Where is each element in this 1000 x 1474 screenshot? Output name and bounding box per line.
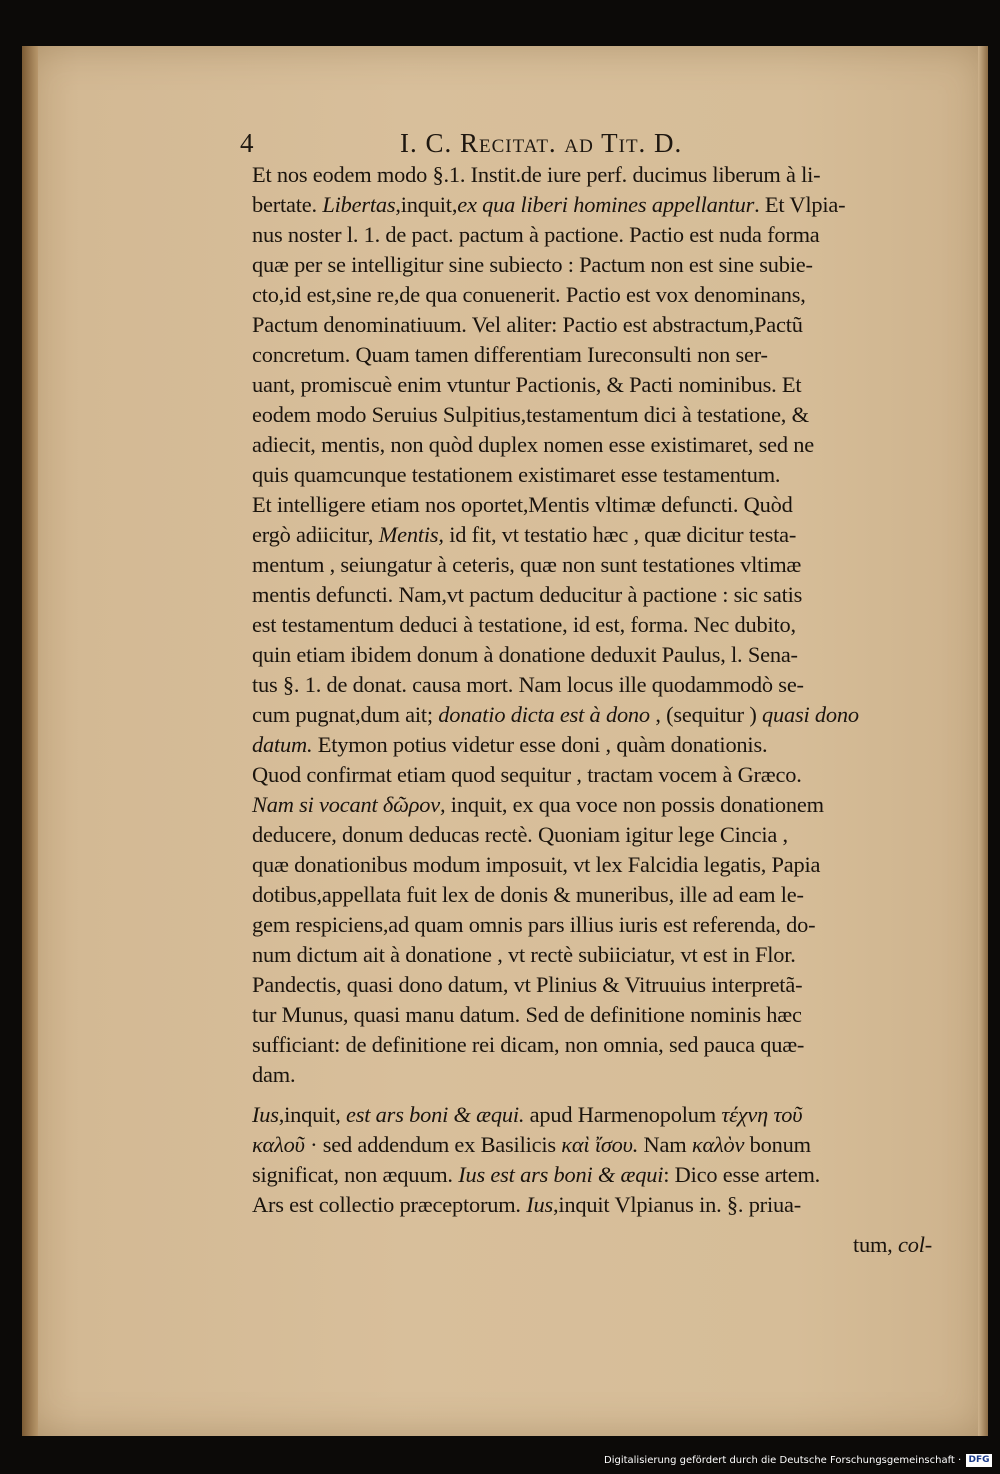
text-segment: bonum xyxy=(744,1132,811,1157)
text-segment: deducere, donum deducas rectè. Quoniam igitur lege Cincia , xyxy=(252,822,788,847)
page-fore-edge xyxy=(978,46,988,1436)
text-segment: quin etiam ibidem donum à donatione deduxit Paulus, l. Sena- xyxy=(252,642,798,667)
text-segment: quæ per se intelligitur sine subiecto : Pactum non est sine subie- xyxy=(252,252,813,277)
text-line xyxy=(853,1230,932,1260)
text-line xyxy=(252,400,809,430)
text-line xyxy=(252,1060,295,1090)
text-line xyxy=(252,910,815,940)
text-line xyxy=(252,1160,820,1190)
text-segment: Nam xyxy=(638,1132,692,1157)
text-line xyxy=(252,790,824,820)
text-segment: num dictum ait à donatione , vt rectè subiiciatur, vt est in Flor. xyxy=(252,942,796,967)
text-line xyxy=(252,760,802,790)
text-segment: Etymon potius videtur esse doni , quàm donationis. xyxy=(312,732,768,757)
text-line xyxy=(252,280,806,310)
italic-segment: καλὸν xyxy=(691,1132,745,1157)
text-segment: eodem modo Seruius Sulpitius,testamentum dici à testatione, & xyxy=(252,402,809,427)
italic-segment: ex qua liberi homines appellantur xyxy=(457,192,755,217)
text-line xyxy=(252,160,820,190)
text-segment: ,inquit Vlpianus in. §. priua- xyxy=(553,1192,801,1217)
text-line xyxy=(252,460,780,490)
italic-segment: Ius est ars boni & æqui xyxy=(458,1162,664,1187)
text-line xyxy=(252,1000,802,1030)
text-segment: ,inquit, xyxy=(395,192,458,217)
text-segment: Pactum denominatiuum. Vel aliter: Pactio est abstractum,Pactũ xyxy=(252,312,803,337)
text-segment: dam. xyxy=(252,1062,296,1087)
text-segment: gem respiciens,ad quam omnis pars illius iuris est referenda, do- xyxy=(252,912,816,937)
text-line xyxy=(252,250,813,280)
text-line xyxy=(252,1100,802,1130)
text-segment: Quod confirmat etiam quod sequitur , tractam vocem à Græco. xyxy=(252,762,802,787)
text-segment: Ars est collectio præceptorum. xyxy=(252,1192,527,1217)
text-segment: tum, xyxy=(852,1232,898,1257)
text-line xyxy=(252,670,804,700)
italic-segment: datum. xyxy=(252,732,313,757)
text-line xyxy=(252,580,802,610)
text-line xyxy=(252,610,796,640)
text-segment: dotibus,appellata fuit lex de donis & muneribus, ille ad eam le- xyxy=(252,882,804,907)
text-segment: sufficiant: de definitione rei dicam, non omnia, sed pauca quæ- xyxy=(252,1032,805,1057)
italic-segment: Libertas xyxy=(322,192,396,217)
text-line xyxy=(252,430,814,460)
italic-segment: donatio dicta est à dono xyxy=(438,702,650,727)
running-head: I. C. Recitat. ad Tit. D. xyxy=(400,128,683,158)
text-line xyxy=(252,370,801,400)
text-segment: Et nos eodem modo §.1. Instit.de iure perf. ducimus liberum à li- xyxy=(252,162,821,187)
text-line xyxy=(252,970,802,1000)
page-number: 4 xyxy=(240,128,254,158)
text-line xyxy=(252,340,768,370)
text-segment: inquit, ex qua voce non possis donationem xyxy=(445,792,824,817)
text-line xyxy=(252,880,804,910)
text-segment: mentum , seiungatur à ceteris, quæ non sunt testationes vltimæ xyxy=(252,552,802,577)
italic-segment: Ius xyxy=(252,1102,279,1127)
text-line xyxy=(252,1030,804,1060)
italic-segment: col- xyxy=(897,1232,932,1257)
text-segment: significat, non æquum. xyxy=(252,1162,459,1187)
text-line xyxy=(252,820,788,850)
footer-credit: Digitalisierung gefördert durch die Deutsche Forschungsgemeinschaft · xyxy=(604,1455,962,1466)
text-line xyxy=(252,520,796,550)
text-segment: nus noster l. 1. de pact. pactum à pactione. Pactio est nuda forma xyxy=(252,222,820,247)
text-line xyxy=(252,850,820,880)
text-segment: ergò adiicitur, xyxy=(252,522,379,547)
text-line xyxy=(252,1190,801,1220)
italic-segment: καὶ ἴσου. xyxy=(561,1132,639,1157)
italic-segment: Nam si vocant δῶρον, xyxy=(252,792,446,817)
text-segment: est testamentum deduci à testatione, id est, forma. Nec dubito, xyxy=(252,612,796,637)
text-segment: quis quamcunque testationem existimaret esse testamentum. xyxy=(252,462,781,487)
dfg-logo: DFG xyxy=(966,1454,992,1467)
text-line xyxy=(252,1130,811,1160)
text-segment: ,inquit, xyxy=(278,1102,347,1127)
italic-segment: quasi dono xyxy=(761,702,859,727)
text-segment: concretum. Quam tamen differentiam Iureconsulti non ser- xyxy=(252,342,768,367)
text-segment: : Dico esse artem. xyxy=(663,1162,821,1187)
text-segment: adiecit, mentis, non quòd duplex nomen esse existimaret, sed ne xyxy=(252,432,814,457)
text-line xyxy=(252,310,803,340)
text-line xyxy=(252,190,845,220)
text-segment: id fit, vt testatio hæc , quæ dicitur testa- xyxy=(443,522,797,547)
text-segment: quæ donationibus modum imposuit, vt lex Falcidia legatis, Papia xyxy=(252,852,821,877)
italic-segment: Ius xyxy=(526,1192,553,1217)
text-segment: uant, promiscuè enim vtuntur Pactionis, & Pacti nominibus. Et xyxy=(252,372,802,397)
text-segment: . Et Vlpia- xyxy=(754,192,846,217)
text-segment: Pandectis, quasi dono datum, vt Plinius & Vitruuius interpretã- xyxy=(252,972,803,997)
text-line xyxy=(252,730,767,760)
text-segment: cto,id est,sine re,de qua conuenerit. Pactio est vox denominans, xyxy=(252,282,806,307)
italic-segment: καλοῦ xyxy=(252,1132,305,1157)
text-segment: tus §. 1. de donat. causa mort. Nam locus ille quodammodò se- xyxy=(252,672,804,697)
italic-segment: τέχνη τοῦ xyxy=(721,1102,803,1127)
text-segment: mentis defuncti. Nam,vt pactum deducitur à pactione : sic satis xyxy=(252,582,803,607)
italic-segment: est ars boni & æqui. xyxy=(346,1102,525,1127)
text-segment: Et intelligere etiam nos oportet,Mentis vltimæ defuncti. Quòd xyxy=(252,492,793,517)
italic-segment: Mentis, xyxy=(378,522,444,547)
text-line xyxy=(252,220,820,250)
text-line xyxy=(252,640,798,670)
text-segment: · sed addendum ex Basilicis xyxy=(304,1132,562,1157)
text-segment: apud Harmenopolum xyxy=(524,1102,722,1127)
text-segment: bertate. xyxy=(252,192,323,217)
text-line xyxy=(252,490,793,520)
text-line xyxy=(252,940,796,970)
text-segment: tur Munus, quasi manu datum. Sed de definitione nominis hæc xyxy=(252,1002,802,1027)
text-segment: , (sequitur ) xyxy=(649,702,762,727)
text-line xyxy=(252,550,801,580)
page-spine-edge xyxy=(22,46,38,1436)
text-segment: cum pugnat,dum ait; xyxy=(252,702,439,727)
text-line xyxy=(252,700,859,730)
